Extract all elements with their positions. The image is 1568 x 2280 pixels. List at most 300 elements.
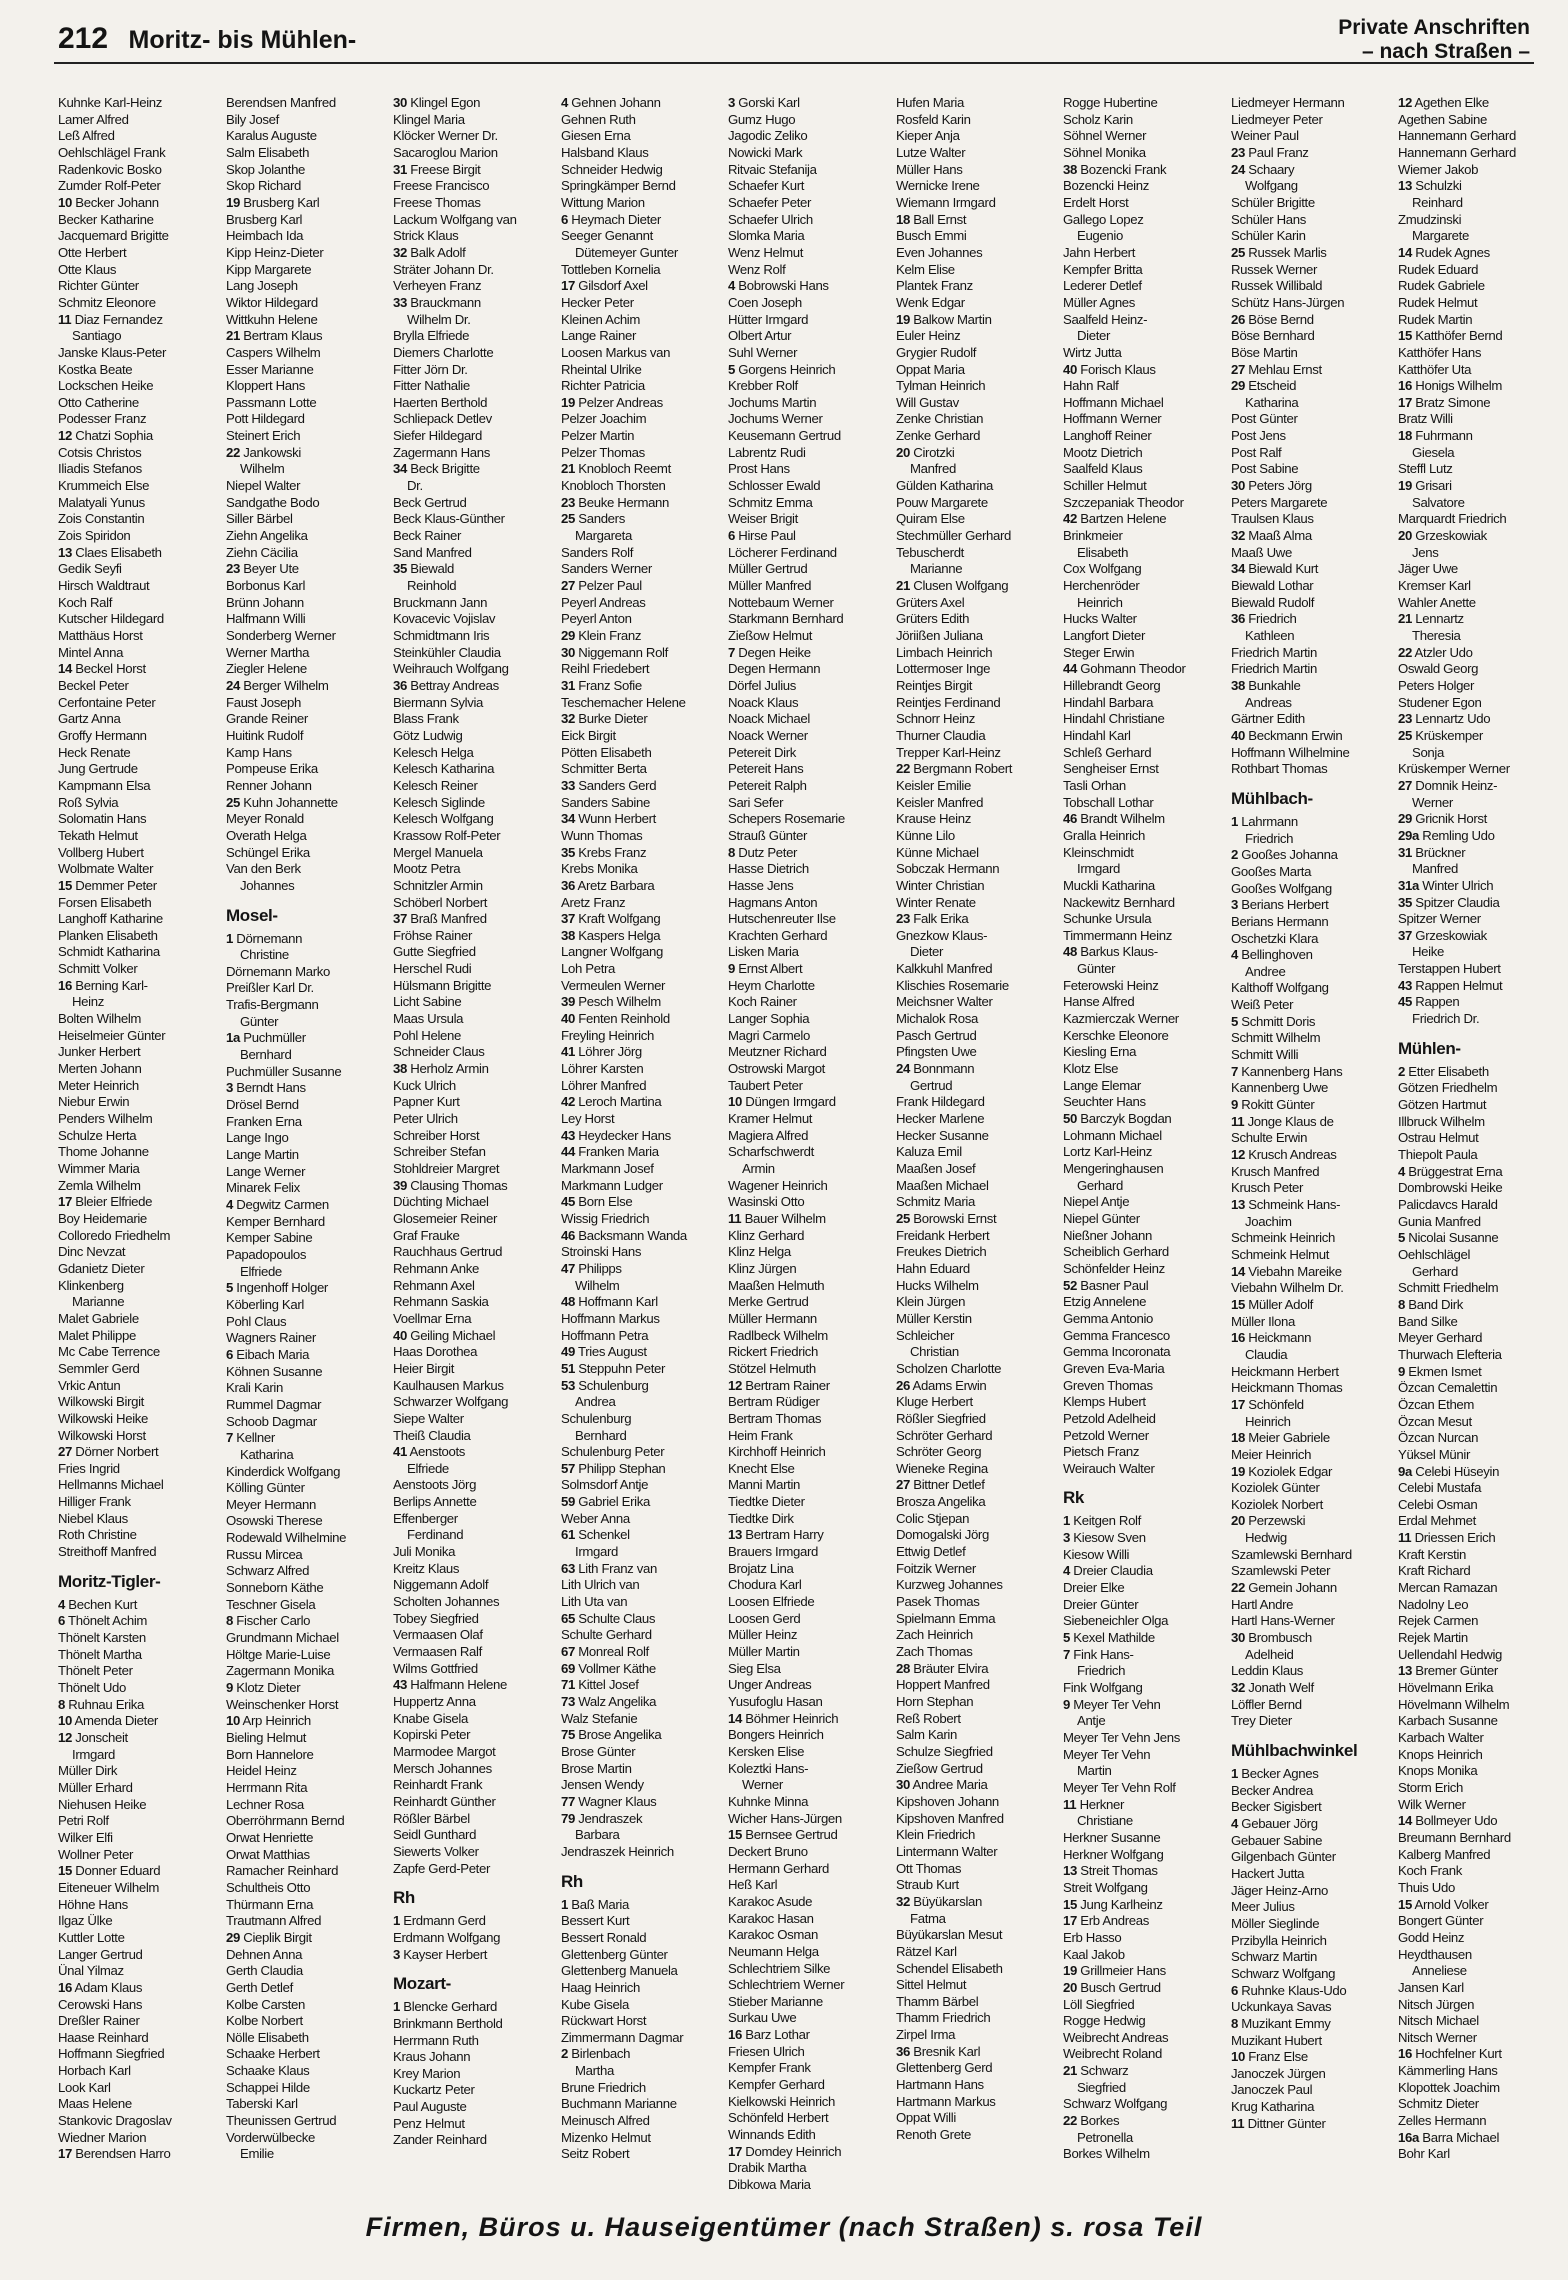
resident-entry: Hoffmann Michael [1063,394,1164,410]
resident-entry: Celebi Osman [1398,1496,1478,1512]
resident-entry: Ritvaic Stefanija [728,161,817,177]
street-heading: Mühlen- [1398,1038,1461,1058]
resident-entry: 11 Diaz Fernandez [58,311,163,327]
resident-entry: 15 Jung Karlheinz [1063,1896,1163,1912]
house-number: 79 [561,1810,575,1826]
resident-entry: 37 Braß Manfred [393,911,487,927]
resident-entry: Krug Katharina [1231,2099,1315,2115]
resident-entry: Meyer Ter Vehn Rolf [1063,1779,1176,1795]
resident-entry: Jendraszek Heinrich [561,1843,674,1859]
resident-entry: Karbach Susanne [1398,1713,1498,1729]
resident-entry: 20 Grzeskowiak [1398,528,1487,544]
resident-entry: Werner [1412,794,1453,810]
resident-entry: Niepel Günter [1063,1210,1140,1226]
resident-entry: Bily Josef [226,111,279,127]
resident-entry: Papadopoulos [226,1246,307,1262]
resident-entry: Giesela [1412,444,1455,460]
house-number: 10 [1231,2049,1245,2065]
house-number: 19 [561,394,575,410]
resident-entry: Schreiber Horst [393,1127,480,1143]
resident-entry: 23 Beyer Ute [226,561,299,577]
resident-entry: 38 Bozencki Frank [1063,161,1167,177]
house-number: 5 [226,1280,233,1296]
resident-entry: Ziegler Helene [226,661,307,677]
house-number: 69 [561,1660,575,1676]
resident-entry: Pietsch Franz [1063,1444,1140,1460]
resident-entry: Rickert Friedrich [728,1344,819,1360]
resident-entry: Dreier Elke [1063,1580,1125,1596]
resident-entry: Zois Constantin [58,511,145,527]
resident-entry: Langner Wolfgang [561,944,663,960]
house-number: 29a [1398,827,1419,843]
resident-entry: 29 Gricnik Horst [1398,811,1487,827]
resident-entry: Künne Lilo [896,827,955,843]
resident-entry: Schmidt Katharina [58,944,160,960]
house-number: 7 [1231,1063,1238,1079]
house-number: 12 [728,1377,742,1393]
resident-entry: Kraft Richard [1398,1563,1471,1579]
resident-entry: 32 Maaß Alma [1231,528,1312,544]
resident-entry: Merten Johann [58,1061,142,1077]
resident-entry: Ettwig Detlef [896,1544,966,1560]
resident-entry: Studener Egon [1398,694,1482,710]
resident-entry: 35 Biewald [393,561,455,577]
resident-entry: Santiago [72,328,122,344]
resident-entry: Brune Friedrich [561,2079,646,2095]
resident-entry: Hoffmann Siegfried [58,2046,165,2062]
house-number: 57 [561,1460,575,1476]
house-number: 21 [561,461,575,477]
resident-entry: Koziolek Norbert [1231,1496,1323,1512]
directory-column [896,95,1054,2144]
resident-entry: Terstappen Hubert [1398,961,1501,977]
resident-entry: 40 Fenten Reinhold [561,1011,670,1027]
house-number: 67 [561,1644,575,1660]
resident-entry: Jochums Werner [728,411,823,427]
resident-entry: Sonderberg Werner [226,628,336,643]
resident-entry: Berians Hermann [1231,913,1329,929]
resident-entry: Faust Joseph [226,694,301,710]
resident-entry: Pompeuse Erika [226,761,318,777]
house-number: 65 [561,1610,575,1626]
resident-entry: Ostrowski Margot [728,1061,825,1077]
resident-entry: Rößler Siegfried [896,1410,986,1426]
resident-entry: 35 Krebs Franz [561,844,647,860]
resident-entry: Halsband Klaus [561,144,649,160]
resident-entry: 9 Ernst Albert [728,961,803,977]
house-number: 40 [561,1011,575,1027]
house-number: 5 [1063,1630,1070,1646]
resident-entry: Mc Cabe Terrence [58,1344,160,1360]
house-number: 1 [561,1896,568,1912]
directory-column [1231,95,1389,2132]
resident-entry: Meer Julius [1231,1899,1295,1915]
resident-entry: Marianne [910,561,963,577]
resident-entry: Thönelt Martha [58,1646,142,1662]
resident-entry: 30 Klingel Egon [393,95,481,110]
resident-entry: Heinrich [1077,594,1123,610]
resident-entry: Heidel Heinz [226,1763,297,1779]
resident-entry: 13 Schmeink Hans- [1231,1197,1341,1212]
resident-entry: Sengheiser Ernst [1063,761,1159,777]
resident-entry: 18 Fuhrmann [1398,428,1473,444]
resident-entry: Huitink Rudolf [226,727,304,743]
resident-entry: Otte Herbert [58,244,127,260]
resident-entry: Niggemann Adolf [393,1577,489,1593]
street-heading: Rh [393,1888,415,1908]
resident-entry: 24 Schaary [1231,161,1295,177]
resident-entry: 33 Brauckmann [393,294,481,310]
resident-entry: Drabik Martha [728,2160,807,2176]
house-number: 38 [561,927,575,943]
resident-entry: 4 Bellinghoven [1231,947,1313,963]
resident-entry: Irmgard [1077,861,1120,877]
resident-entry: Fröhse Rainer [393,927,473,943]
resident-entry: Buchmann Marianne [561,2096,677,2112]
resident-entry: Gartz Anna [58,711,121,727]
house-number: 21 [1063,2063,1077,2079]
resident-entry: Diemers Charlotte [393,344,494,360]
resident-entry: Zießow Gertrud [896,1760,983,1776]
resident-entry: Künne Michael [896,844,979,860]
house-number: 27 [1398,777,1412,793]
resident-entry: Tobey Siegfried [393,1610,479,1626]
house-number: 53 [561,1377,575,1393]
house-number: 12 [58,428,72,444]
house-number: 46 [561,1227,575,1243]
resident-entry: 5 Kexel Mathilde [1063,1630,1155,1646]
resident-entry: Bernhard [575,1427,627,1443]
resident-entry: Hoffmann Petra [561,1327,649,1343]
resident-entry: Maas Ursula [393,1011,464,1027]
resident-entry: 45 Born Else [561,1194,633,1210]
resident-entry: Klein Jürgen [896,1294,966,1310]
resident-entry: Brylla Elfriede [393,328,470,344]
resident-entry: Keisler Emilie [896,777,971,793]
resident-entry: Hermann Gerhard [728,1860,830,1876]
house-number: 8 [58,1696,65,1712]
resident-entry: Oehlschlägel [1398,1246,1471,1262]
resident-entry: Kiesling Erna [1063,1044,1137,1060]
resident-entry: 30 Brombusch [1231,1630,1312,1646]
resident-entry: Maaßen Josef [896,1161,976,1176]
resident-entry: Overath Helga [226,827,307,843]
house-number: 11 [1231,1113,1245,1129]
resident-entry: 22 Atzler Udo [1398,644,1473,660]
resident-entry: 5 Nicolai Susanne [1398,1230,1499,1246]
resident-entry: Schmitt Friedhelm [1398,1280,1499,1296]
house-number: 4 [728,278,735,294]
resident-entry: Maas Helene [58,2096,132,2112]
street-heading: Mozart- [393,1974,451,1994]
resident-entry: 4 Brüggestrat Erna [1398,1163,1503,1179]
house-number: 7 [226,1430,233,1446]
resident-entry: Lamer Alfred [58,111,129,127]
resident-entry: Hoffmann Werner [1063,411,1162,427]
resident-entry: Wenk Edgar [896,294,965,310]
resident-entry: Russek Werner [1231,261,1318,277]
resident-entry: 22 Jankowski [226,444,301,460]
house-number: 41 [393,1444,407,1460]
resident-entry: Karbach Walter [1398,1730,1484,1745]
house-number: 3 [226,1080,233,1096]
resident-entry: Rogge Hubertine [1063,95,1158,110]
resident-entry: Bongert Günter [1398,1913,1484,1929]
house-number: 36 [561,877,575,893]
resident-entry: Heickmann Thomas [1231,1380,1343,1396]
house-number: 5 [1398,1230,1405,1246]
house-number: 15 [58,877,72,893]
resident-entry: 18 Ball Ernst [896,211,967,227]
house-number: 21 [226,328,240,344]
resident-entry: Schmitz Dieter [1398,2096,1479,2112]
resident-entry: Marquardt Friedrich [1398,511,1507,527]
resident-entry: Schüler Hans [1231,211,1306,227]
resident-entry: 9 Meyer Ter Vehn [1063,1696,1161,1712]
resident-entry: Thürmann Erna [226,1896,314,1912]
resident-entry: Anneliese [1412,1963,1467,1979]
resident-entry: Tobschall Lothar [1063,794,1154,810]
house-number: 29 [226,1929,240,1945]
resident-entry: Nießner Johann [1063,1227,1152,1243]
resident-entry: Weiß Peter [1231,997,1294,1013]
house-number: 4 [58,1596,65,1612]
resident-entry: 45 Rappen [1398,994,1460,1010]
resident-entry: Scholz Karin [1063,111,1133,127]
resident-entry: Giesen Erna [561,128,631,144]
house-number: 1 [1231,1766,1238,1781]
resident-entry: Maaß Uwe [1231,544,1292,560]
resident-entry: 19 Pelzer Andreas [561,394,663,410]
resident-entry: 77 Wagner Klaus [561,1793,657,1809]
resident-entry: 43 Heydecker Hans [561,1127,671,1143]
house-number: 29 [1398,811,1412,827]
resident-entry: Werner [742,1777,783,1793]
resident-entry: Rehmann Axel [393,1277,475,1293]
resident-entry: 17 Gilsdorf Axel [561,278,648,294]
resident-entry: Uckunkaya Savas [1231,1999,1332,2015]
resident-entry: Aenstoots Jörg [393,1477,477,1493]
resident-entry: 40 Geiling Michael [393,1327,496,1343]
resident-entry: Heimbach Ida [226,228,304,244]
resident-entry: Schreiber Stefan [393,1144,486,1160]
resident-entry: Meier Heinrich [1231,1446,1312,1462]
resident-entry: Szamlewski Bernhard [1231,1546,1352,1562]
resident-entry: Schoob Dagmar [226,1413,317,1429]
resident-entry: Oppat Maria [896,361,965,377]
resident-entry: Petereit Hans [728,761,804,777]
header-divider [54,62,1534,64]
resident-entry: Krüskemper Werner [1398,761,1510,777]
resident-entry: 41 Löhrer Jörg [561,1044,642,1060]
resident-entry: Theiß Claudia [393,1427,471,1443]
house-number: 20 [1231,1513,1245,1529]
resident-entry: Hilliger Frank [58,1494,131,1510]
resident-entry: Mengeringhausen [1063,1161,1164,1176]
resident-entry: Wicher Hans-Jürgen [728,1810,842,1826]
resident-entry: Fink Wolfgang [1063,1680,1143,1696]
resident-entry: Salvatore [1412,494,1465,510]
resident-entry: Magiera Alfred [728,1127,809,1143]
resident-entry: Kleinen Achim [561,311,641,327]
house-number: 4 [1063,1563,1070,1579]
street-heading: Moritz-Tigler- [58,1571,161,1591]
resident-entry: 16 Berning Karl- [58,977,148,993]
resident-entry: 22 Gemein Johann [1231,1580,1337,1596]
resident-entry: Hahn Ralf [1063,378,1119,394]
resident-entry: Puchmüller Susanne [226,1063,342,1079]
resident-entry: Scholzen Charlotte [896,1360,1002,1376]
resident-entry: Band Silke [1398,1313,1458,1329]
resident-entry: 48 Hoffmann Karl [561,1294,658,1310]
house-number: 17 [1063,1913,1077,1929]
resident-entry: Grande Reiner [226,711,308,727]
resident-entry: Wittung Marion [561,194,645,210]
resident-entry: Hufen Maria [896,95,964,110]
house-number: 14 [1398,1813,1412,1829]
resident-entry: Schulenburg Peter [561,1444,665,1460]
resident-entry: Schleß Gerhard [1063,744,1152,760]
resident-entry: Mootz Dietrich [1063,444,1143,460]
resident-entry: 44 Gohmann Theodor [1063,661,1186,677]
house-number: 3 [393,1946,400,1962]
resident-entry: 14 Böhmer Heinrich [728,1710,839,1726]
resident-entry: Seeger Genannt [561,228,653,244]
resident-entry: Tiedtke Dirk [728,1510,794,1526]
resident-entry: 21 Lennartz [1398,611,1464,627]
resident-entry: Prost Hans [728,461,790,477]
house-number: 37 [561,911,575,927]
resident-entry: 6 Heymach Dieter [561,211,661,227]
resident-entry: 33 Sanders Gerd [561,777,657,793]
resident-entry: Labrentz Rudi [728,444,806,460]
resident-entry: 41 Aenstoots [393,1444,466,1460]
resident-entry: Orwat Henriette [226,1829,314,1845]
house-number: 49 [561,1344,575,1360]
house-number: 10 [58,1713,72,1729]
resident-entry: Gunia Manfred [1398,1213,1481,1229]
resident-entry: Hövelmann Erika [1398,1680,1494,1696]
resident-entry: Kaulhausen Markus [393,1377,504,1393]
resident-entry: Müller Erhard [58,1779,133,1795]
resident-entry: Salm Karin [896,1727,957,1743]
resident-entry: Knops Heinrich [1398,1746,1483,1762]
house-number: 20 [1398,528,1412,544]
resident-entry: Müller Heinz [728,1627,798,1643]
resident-entry: Magri Carmelo [728,1027,810,1043]
resident-entry: Jochums Martin [728,394,817,410]
resident-entry: Brojatz Lina [728,1560,794,1576]
resident-entry: Thome Johanne [58,1144,149,1160]
resident-entry: Vermaasen Ralf [393,1644,482,1660]
resident-entry: Schaefer Peter [728,194,812,210]
resident-entry: Brinkmeier [1063,528,1123,544]
resident-entry: Dieter [1077,328,1111,344]
resident-entry: Löffler Bernd [1231,1696,1302,1712]
house-number: 9 [226,1680,233,1696]
resident-entry: Merke Gertrud [728,1294,809,1310]
resident-entry: Wollner Peter [58,1846,134,1862]
resident-entry: Schöberl Norbert [393,894,488,910]
resident-entry: 10 Becker Johann [58,194,159,210]
resident-entry: Wiedner Marion [58,2129,147,2145]
resident-entry: Berlips Annette [393,1494,477,1510]
resident-entry: Brünn Johann [226,594,304,610]
resident-entry: Iliadis Stefanos [58,461,142,477]
house-number: 42 [1063,511,1077,527]
resident-entry: Thamm Friedrich [896,2010,991,2026]
resident-entry: Gerhard [1077,1177,1123,1193]
resident-entry: Zagermann Hans [393,444,490,460]
resident-entry: 4 Bechen Kurt [58,1596,138,1612]
resident-entry: Noack Klaus [728,694,799,710]
house-number: 47 [561,1260,575,1276]
resident-entry: Horbach Karl [58,2063,131,2079]
resident-entry: Gerth Claudia [226,1963,303,1979]
house-number: 21 [896,578,910,594]
resident-entry: Chodura Karl [728,1577,802,1593]
house-number: 1a [226,1030,240,1046]
resident-entry: Look Karl [58,2079,111,2095]
resident-entry: Sobczak Hermann [896,861,1000,877]
resident-entry: Tebuscherdt [896,544,964,560]
house-number: 34 [1231,561,1245,577]
resident-entry: Hackert Jutta [1231,1865,1305,1881]
resident-entry: Kalkkuhl Manfred [896,961,993,977]
resident-entry: Marmodee Margot [393,1743,496,1759]
resident-entry: Drösel Bernd [226,1097,299,1113]
resident-entry: Zois Spiridon [58,528,131,544]
resident-entry: Werner Martha [226,644,310,660]
resident-entry: Tottleben Kornelia [561,261,661,277]
house-number: 22 [1063,2113,1077,2129]
resident-entry: Pelzer Martin [561,428,635,444]
house-number: 5 [1231,1013,1238,1029]
resident-entry: Christiane [1077,1813,1133,1829]
resident-entry: Dehnen Anna [226,1946,303,1962]
resident-entry: Möller Sieglinde [1231,1915,1320,1931]
resident-entry: Kraus Johann [393,2049,471,2065]
house-number: 9 [728,961,735,977]
resident-entry: Biermann Sylvia [393,694,484,710]
resident-entry: Bratz Willi [1398,411,1453,427]
resident-entry: Wieneke Regina [896,1460,988,1476]
resident-entry: Skop Richard [226,178,301,194]
resident-entry: Hecker Peter [561,294,634,310]
resident-entry: Söhnel Monika [1063,144,1146,160]
resident-entry: Siewerts Volker [393,1843,479,1859]
resident-entry: Ott Thomas [896,1860,962,1876]
resident-entry: Steger Erwin [1063,644,1135,660]
resident-entry: Wilkowski Horst [58,1427,146,1443]
house-number: 1 [393,1913,400,1929]
resident-entry: Thönelt Karsten [58,1630,146,1646]
resident-entry: Bernhard [240,1047,292,1063]
resident-entry: 3 Kiesow Sven [1063,1530,1146,1546]
resident-entry: Gooßes Marta [1231,863,1312,879]
resident-entry: 25 Russek Marlis [1231,244,1327,260]
resident-entry: Sand Manfred [393,544,472,560]
house-number: 33 [561,777,575,793]
resident-entry: Post Günter [1231,411,1298,427]
resident-entry: Richter Günter [58,278,139,294]
resident-entry: Kuhnke Minna [728,1793,809,1809]
resident-entry: Schaefer Ulrich [728,211,813,227]
resident-entry: Becker Katharine [58,211,154,227]
resident-entry: Mersch Johannes [393,1760,492,1776]
resident-entry: Glettenberg Günter [561,1946,668,1962]
resident-entry: Weihrauch Wolfgang [393,661,509,677]
